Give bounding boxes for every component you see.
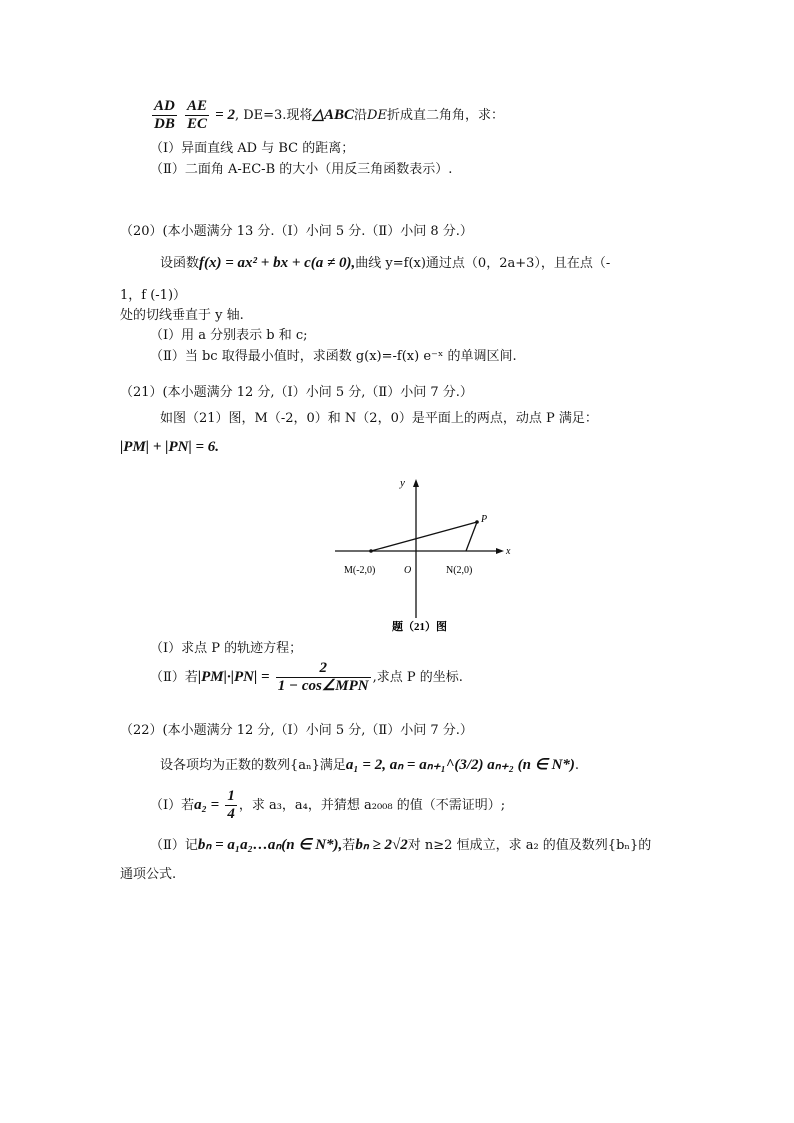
q22-bn-ineq: bₙ ≥ 2√2 [355,837,408,853]
figure-caption: 题（21）图 [392,621,447,633]
q21-fraction: $\frac{2}{\text{1 − cos∠MPN}}$ [277,660,369,694]
q22-header: （22）(本小题满分 12 分,（Ⅰ）小问 5 分,（Ⅱ）小问 7 分.） [120,723,473,738]
intro-item-2: （Ⅱ）二面角 A-EC-B 的大小（用反三角函数表示）. [150,162,453,177]
segment-pm [371,522,477,551]
q21-item-1: （Ⅰ）求点 P 的轨迹方程； [150,641,303,656]
q20-header: （20）(本小题满分 13 分.（Ⅰ）小问 5 分.（Ⅱ）小问 8 分.） [120,224,473,239]
label-m: M(-2,0) [344,565,376,576]
figure-21 [330,470,520,635]
q20-item-1: （Ⅰ）用 a 分别表示 b 和 c; [150,328,308,343]
q21-lhs: |PM|·|PN| = [197,669,270,685]
label-y: y [400,477,405,489]
q21-line-2: |PM| + |PN| = 6. [120,439,220,455]
q21-line-1: 如图（21）图，M（-2，0）和 N（2，0）是平面上的两点，动点 P 满足： [160,411,598,426]
fold-text: 折成直二角角，求： [386,108,504,123]
q20-item-2: （Ⅱ）当 bc 取得最小值时，求函数 g(x)=-f(x) e⁻ˣ 的单调区间. [150,349,517,364]
q20-line-2: 1，f (-1)） [120,288,187,303]
q22-item-1: （Ⅰ）若a₂ = $\frac{1}{4}$ ，求 a₃，a₄，并猜想 a₂₀₀₈ 的值（不需证明）; [150,788,506,822]
q20-line-3: 处的切线垂直于 y 轴. [120,308,244,323]
label-o: O [404,565,412,576]
q22-fraction: $\frac{1}{4}$ [227,788,235,822]
q21-item-2: （Ⅱ）若|PM|·|PN| = $\frac{2}{\text{1 − cos∠MPN}}$ ,求点 P 的坐标. [150,660,463,694]
x-arrow-icon [496,548,504,554]
point-p [475,520,479,524]
label-p: P [481,514,488,525]
q22-item-2: （Ⅱ）记bₙ = a₁a₂…aₙ(n ∈ N*),若bₙ ≥ 2√2对 n≥2 恒成立，求 a₂ 的值及数列{bₙ}的 [150,837,652,853]
q21-header: （21）(本小题满分 12 分,（Ⅰ）小问 5 分,（Ⅱ）小问 7 分.） [120,385,473,400]
along-text: 沿 [354,108,368,123]
fraction-ae-ec: $\frac{AE}{EC}$ [186,98,207,132]
y-arrow-icon [413,479,419,487]
intro-equation-line [150,98,504,133]
q22-bn: bₙ = a₁a₂…aₙ(n ∈ N*), [197,837,343,853]
q20-line-1: 设函数f(x) = ax² + bx + c(a ≠ 0),曲线 y=f(x)通过点（0，2a+3），且在点（- [160,255,611,271]
q22-line-1: 设各项均为正数的数列{aₙ}满足a₁ = 2, aₙ = aₙ₊₁^(3/2) aₙ₊₂ (n ∈ N*). [160,757,580,773]
label-n: N(2,0) [446,565,473,576]
segment-pn [466,522,477,551]
label-x: x [506,546,511,557]
q22-a2: a₂ = [194,797,220,813]
q22-item-2-cont: 通项公式. [120,867,177,882]
triangle-abc: △ABC [312,107,354,123]
de-text: , DE=3.现将 [234,108,313,123]
eq-value: = 2 [215,107,235,123]
point-m [369,549,373,553]
de-italic: DE [367,108,387,123]
q22-recurrence: a₁ = 2, aₙ = aₙ₊₁^(3/2) aₙ₊₂ (n ∈ N*) [345,757,575,773]
q20-function: f(x) = ax² + bx + c(a ≠ 0), [199,255,356,271]
intro-item-1: （Ⅰ）异面直线 AD 与 BC 的距离； [150,141,355,156]
fraction-ad-db: $\frac{AD}{DB}$ [154,98,175,132]
